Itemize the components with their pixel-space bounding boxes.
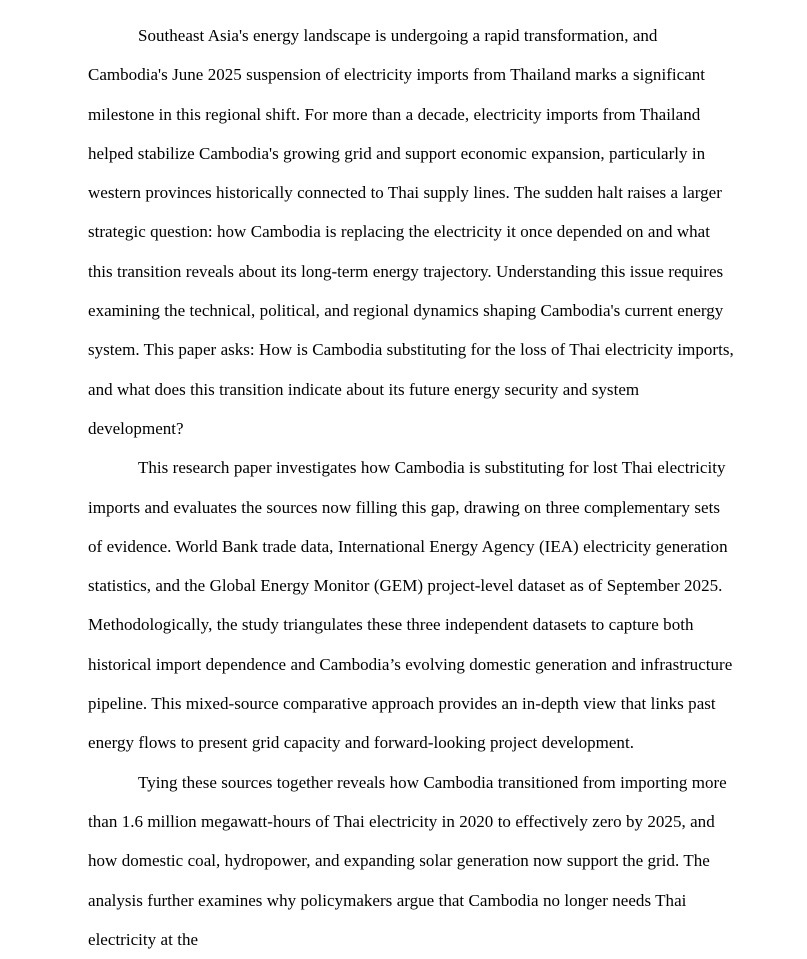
body-text-column xyxy=(88,0,734,959)
paragraph-intro: Southeast Asia's energy landscape is undergoing a rapid transformation, and Cambodia's June 2025 suspension of electricity imports from Thailand marks a significant milestone in this regional shift. For more than a decade, electricity imports from Thailand helped stabilize Cambodia's growing grid and support economic expansion, particularly in western provinces historically connected to Thai supply lines. The sudden halt raises a larger strategic question: how Cambodia is replacing the electricity it once depended on and what this transition reveals about its long-term energy trajectory. Understanding this issue requires examining the technical, political, and regional dynamics shaping Cambodia's current energy system. This paper asks: How is Cambodia substituting for the loss of Thai electricity imports, and what does this transition indicate about its future energy security and system development? xyxy=(88,26,734,438)
paragraph-methods: This research paper investigates how Cambodia is substituting for lost Thai electricity imports and evaluates the sources now filling this gap, drawing on three complementary sets of evidence. World Bank trade data, International Energy Agency (IEA) electricity generation statistics, and the Global Energy Monitor (GEM) project-level dataset as of September 2025. Methodologically, the study triangulates these three independent datasets to capture both historical import dependence and Cambodia’s evolving domestic generation and infrastructure pipeline. This mixed-source comparative approach provides an in-depth view that links past energy flows to present grid capacity and forward-looking project development. xyxy=(88,458,733,753)
paragraph-findings: Tying these sources together reveals how Cambodia transitioned from importing more than 1.6 million megawatt-hours of Thai electricity in 2020 to effectively zero by 2025, and how domestic coal, hydropower, and expanding solar generation now support the grid. The analysis further examines why policymakers argue that Cambodia no longer needs Thai electricity at the xyxy=(88,772,727,949)
